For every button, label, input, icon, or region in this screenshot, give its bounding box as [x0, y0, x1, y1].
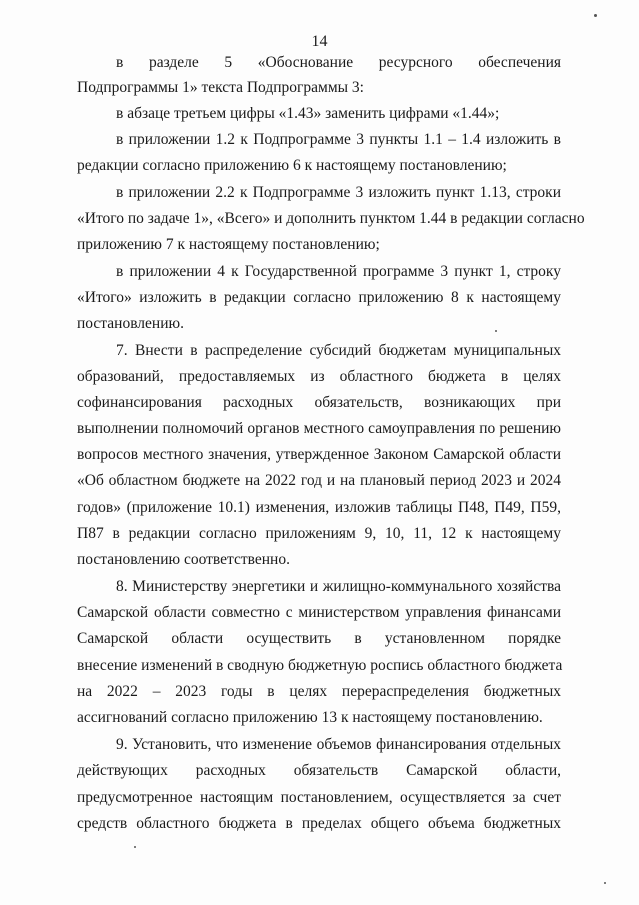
- paragraph-line: Самарской области совместно с министерством управления финансами: [77, 604, 561, 621]
- paragraph-line: софинансирования расходных обязательств, возникающих при: [77, 394, 561, 411]
- paragraph-line: в приложении 1.2 к Подпрограмме 3 пункты 1.1 – 1.4 изложить в: [116, 131, 561, 148]
- paragraph-line: годов» (приложение 10.1) изменения, изложив таблицы П48, П49, П59,: [77, 499, 561, 516]
- paragraph-line: Самарской области осуществить в установленном порядке: [77, 630, 561, 647]
- paragraph-line: постановлению.: [77, 315, 184, 332]
- paragraph-line: постановлению соответственно.: [77, 551, 290, 568]
- paragraph-line: вопросов местного значения, утвержденное Законом Самарской области: [77, 446, 561, 463]
- paragraph-line: 9. Установить, что изменение объемов финансирования отдельных: [116, 736, 561, 753]
- paragraph-line: «Итого по задаче 1», «Всего» и дополнить пунктом 1.44 в редакции согласно: [77, 210, 585, 227]
- paragraph-line: в абзаце третьем цифры «1.43» заменить цифрами «1.44»;: [116, 105, 500, 122]
- paragraph-line: редакции согласно приложению 6 к настоящему постановлению;: [77, 157, 507, 174]
- paragraph-line: предусмотренное настоящим постановлением, осуществляется за счет: [77, 789, 561, 806]
- scan-speck: [604, 882, 606, 884]
- paragraph-line: в приложении 4 к Государственной программе 3 пункт 1, строку: [116, 263, 561, 280]
- scan-speck: [134, 846, 136, 848]
- paragraph-line: на 2022 – 2023 годы в целях перераспределения бюджетных: [77, 683, 561, 700]
- paragraph-line: Подпрограммы 1» текста Подпрограммы 3:: [77, 79, 364, 96]
- paragraph-line: в приложении 2.2 к Подпрограмме 3 изложить пункт 1.13, строки: [116, 184, 561, 201]
- paragraph-line: «Об областном бюджете на 2022 год и на плановый период 2023 и 2024: [77, 472, 561, 489]
- page-number: 14: [311, 33, 328, 50]
- paragraph-line: действующих расходных обязательств Самарской области,: [77, 762, 561, 779]
- paragraph-line: средств областного бюджета в пределах общего объема бюджетных: [77, 815, 561, 832]
- paragraph-line: внесение изменений в сводную бюджетную роспись областного бюджета: [77, 657, 563, 674]
- paragraph-line: П87 в редакции согласно приложениям 9, 10, 11, 12 к настоящему: [77, 525, 561, 542]
- paragraph-line: «Итого» изложить в редакции согласно приложению 8 к настоящему: [77, 289, 561, 306]
- scan-speck: [594, 14, 597, 17]
- paragraph-line: выполнении полномочий органов местного самоуправления по решению: [77, 420, 561, 437]
- paragraph-line: в разделе 5 «Обоснование ресурсного обеспечения: [116, 54, 561, 71]
- paragraph-line: 8. Министерству энергетики и жилищно-коммунального хозяйства: [116, 578, 561, 595]
- paragraph-line: ассигнований согласно приложению 13 к настоящему постановлению.: [77, 709, 543, 726]
- paragraph-line: образований, предоставляемых из областного бюджета в целях: [77, 368, 561, 385]
- scan-speck: [495, 330, 497, 332]
- paragraph-line: приложению 7 к настоящему постановлению;: [77, 236, 380, 253]
- paragraph-line: 7. Внести в распределение субсидий бюджетам муниципальных: [116, 342, 561, 359]
